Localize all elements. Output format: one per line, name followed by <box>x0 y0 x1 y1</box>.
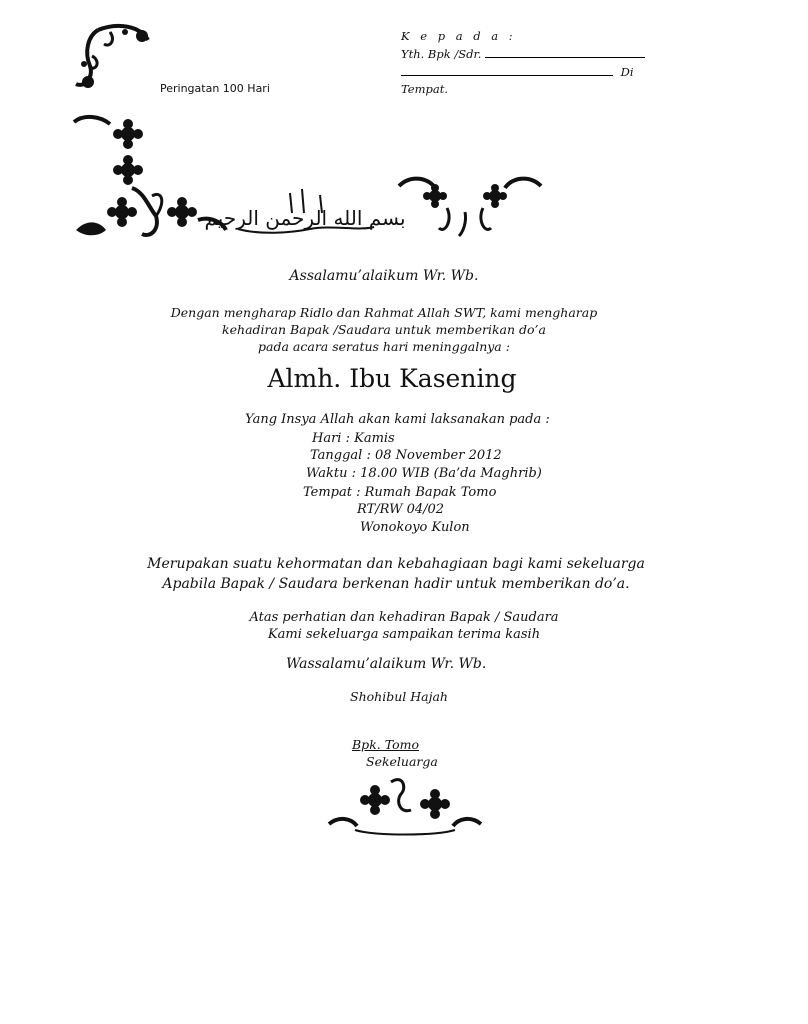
thanks-paragraph <box>0 610 808 644</box>
schedule-village: Wonokoyo Kulon <box>360 520 470 535</box>
closing-greeting: Wassalamu’alaikum Wr. Wb. <box>286 656 487 672</box>
honor-line: Apabila Bapak / Saudara berkenan hadir untuk memberikan do’a. <box>162 575 630 592</box>
schedule-time: Waktu : 18.00 WIB (Ba’da Maghrib) <box>306 466 542 481</box>
greeting: Assalamu’alaikum Wr. Wb. <box>289 268 479 284</box>
address-blank-line <box>401 75 613 76</box>
intro-line: pada acara seratus hari meninggalnya : <box>258 338 510 354</box>
invitation-intro <box>0 305 768 356</box>
corner-flourish-ornament <box>70 22 155 97</box>
intro-line: Dengan mengharap Ridlo dan Rahmat Allah SWT, kami mengharap <box>170 305 598 320</box>
host-name: Bpk. Tomo <box>352 737 419 752</box>
bottom-floral-ornament <box>325 772 485 842</box>
honor-paragraph <box>0 555 792 594</box>
address-line <box>401 64 645 82</box>
thanks-line: Atas perhatian dan kehadiran Bapak / Saudara <box>249 610 559 625</box>
schedule-intro: Yang Insya Allah akan kami laksanakan pada : <box>245 412 550 427</box>
honor-line: Merupakan suatu kehormatan dan kebahagiaan bagi kami sekeluarga <box>147 556 645 572</box>
addressee-prefix: Yth. Bpk /Sdr. <box>401 46 482 61</box>
schedule-day: Hari : Kamis <box>312 431 395 446</box>
basmala-text: بسم الله الرحمن الرحيم <box>204 206 406 230</box>
host-family: Sekeluarga <box>366 754 438 769</box>
addressee-blank-line <box>485 57 645 58</box>
schedule-place: Tempat : Rumah Bapak Tomo <box>303 485 497 500</box>
schedule-rt-rw: RT/RW 04/02 <box>357 502 445 517</box>
host-title: Shohibul Hajah <box>350 689 448 704</box>
schedule-date: Tanggal : 08 November 2012 <box>310 448 502 463</box>
to-label: K e p a d a : <box>401 29 517 43</box>
intro-line: kehadiran Bapak /Saudara untuk memberikan do’a <box>222 321 546 337</box>
deceased-name: Almh. Ibu Kasening <box>267 364 517 393</box>
right-floral-ornament <box>395 172 545 242</box>
place-label: Tempat. <box>401 82 448 97</box>
memorial-label: Peringatan 100 Hari <box>160 82 270 95</box>
recipient-block <box>401 28 645 99</box>
addressee-line <box>401 46 645 64</box>
at-label: Di <box>620 64 634 79</box>
thanks-line: Kami sekeluarga sampaikan terima kasih <box>267 626 541 642</box>
basmala-calligraphy <box>204 183 406 243</box>
